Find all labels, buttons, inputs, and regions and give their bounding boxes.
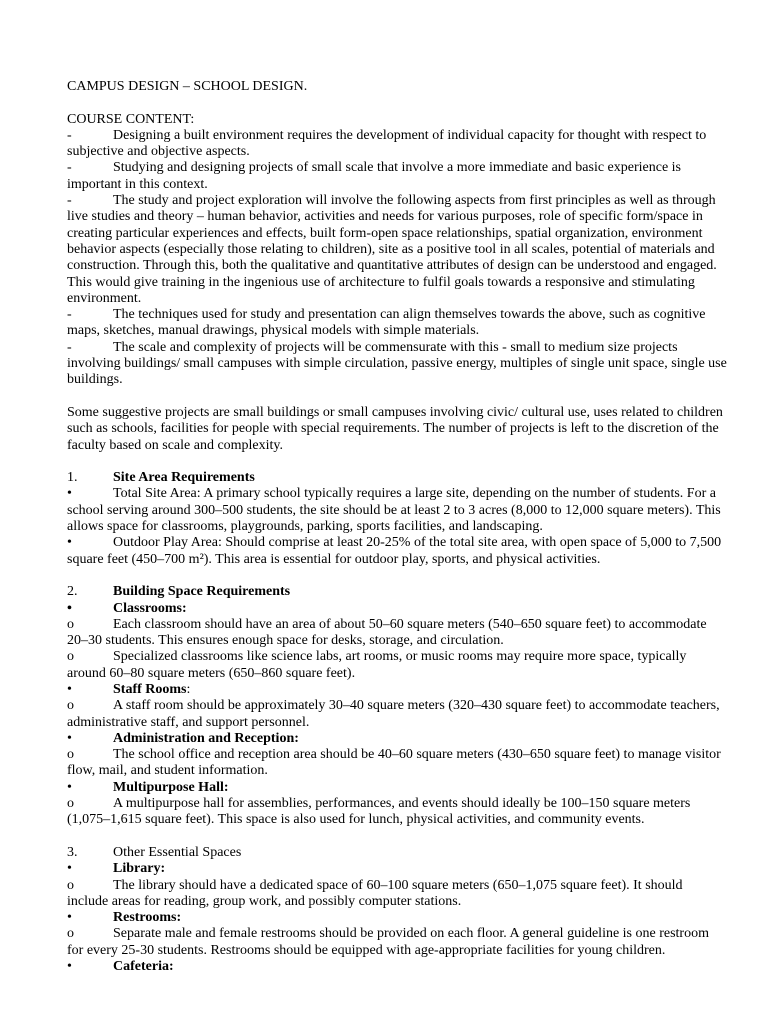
list-item: - Studying and designing projects of small scale that involve a more immediate and basic experience is important in this context.: [67, 160, 682, 192]
list-item: • Total Site Area: A primary school typically requires a large site, depending on the number of students. For a school serving around 300–500 students, the site should be at least 2 to 3 acres (8,000 to 12,000 square meters). This allows space for classrooms, playgrounds, parking, sports facilities, and landscaping.: [67, 486, 721, 535]
list-item: o A staff room should be approximately 30–40 square meters (320–430 square feet) to accommodate teachers, administrative staff, and support personnel.: [67, 698, 720, 730]
library-label: • Library:: [67, 861, 166, 877]
list-item: - The scale and complexity of projects will be commensurate with this - small to medium size projects involving buildings/ small campuses with simple circulation, passive energy, multiples of single unit space, single use buildings.: [67, 339, 727, 388]
section-2-heading: 2. Building Space Requirements: [67, 584, 291, 600]
course-content-heading: COURSE CONTENT:: [67, 111, 195, 127]
list-item: o A multipurpose hall for assemblies, performances, and events should ideally be 100–150 square meters (1,075–1,615 square feet). This space is also used for lunch, physical activities, and community events.: [67, 796, 691, 828]
list-item: o Separate male and female restrooms should be provided on each floor. A general guideline is one restroom for every 25-30 students. Restrooms should be equipped with age-appropriate facilities for young children.: [67, 926, 709, 958]
list-item: - Designing a built environment requires the development of individual capacity for thought with respect to subjective and objective aspects.: [67, 127, 707, 160]
list-item: • Outdoor Play Area: Should comprise at least 20-25% of the total site area, with open space of 5,000 to 7,500 square feet (450–700 m²). This area is essential for outdoor play, sports, and physical activities.: [67, 535, 722, 567]
multipurpose-hall-label: • Multipurpose Hall:: [67, 779, 229, 795]
section-1-heading: 1. Site Area Requirements: [67, 470, 255, 486]
classrooms-label: • Classrooms:: [67, 600, 187, 616]
administration-label: • Administration and Reception:: [67, 730, 299, 746]
list-item: - The study and project exploration will involve the following aspects from first principles as well as through live studies and theory – human behavior, activities and needs for various purposes, role of specific form/space in creating particular experiences and effects, built form-open space relationships, spatial organization, environment behavior aspects (especially those relating to children), site as a positive tool in all scales, potential of materials and construction. Through this, both the qualitative and quantitative attributes of design can be understood and engaged. This would give training in the ingenious use of architecture to fulfil goals towards a responsive and stimulating environment.: [67, 193, 717, 306]
cafeteria-label: • Cafeteria:: [67, 959, 174, 975]
list-item: o Each classroom should have an area of about 50–60 square meters (540–650 square feet) to accommodate 20–30 students. This ensures enough space for desks, storage, and circulation.: [67, 616, 707, 649]
list-item: o The school office and reception area should be 40–60 square meters (430–650 square feet) to manage visitor flow, mail, and student information.: [67, 747, 721, 779]
course-content-list: [67, 128, 727, 389]
document-page: [67, 79, 727, 975]
list-item: o The library should have a dedicated space of 60–100 square meters (650–1,075 square feet). It should include areas for reading, group work, and possibly computer stations.: [67, 877, 683, 909]
list-item: - The techniques used for study and presentation can align themselves towards the above, such as cognitive maps, sketches, manual drawings, physical models with simple materials.: [67, 307, 706, 339]
document-title: CAMPUS DESIGN – SCHOOL DESIGN.: [67, 79, 308, 94]
suggestive-projects-paragraph: Some suggestive projects are small buildings or small campuses involving civic/ cultural use, uses related to children such as schools, facilities for people with special requirements. The number of projects is left to the discretion of the faculty based on scale and complexity.: [67, 404, 723, 453]
restrooms-label: • Restrooms:: [67, 910, 182, 926]
section-3-heading: 3. Other Essential Spaces: [67, 844, 242, 860]
list-item: o Specialized classrooms like science labs, art rooms, or music rooms may require more space, typically around 60–80 square meters (650–860 square feet).: [67, 649, 687, 681]
staff-rooms-label: • Staff Rooms:: [67, 681, 191, 697]
